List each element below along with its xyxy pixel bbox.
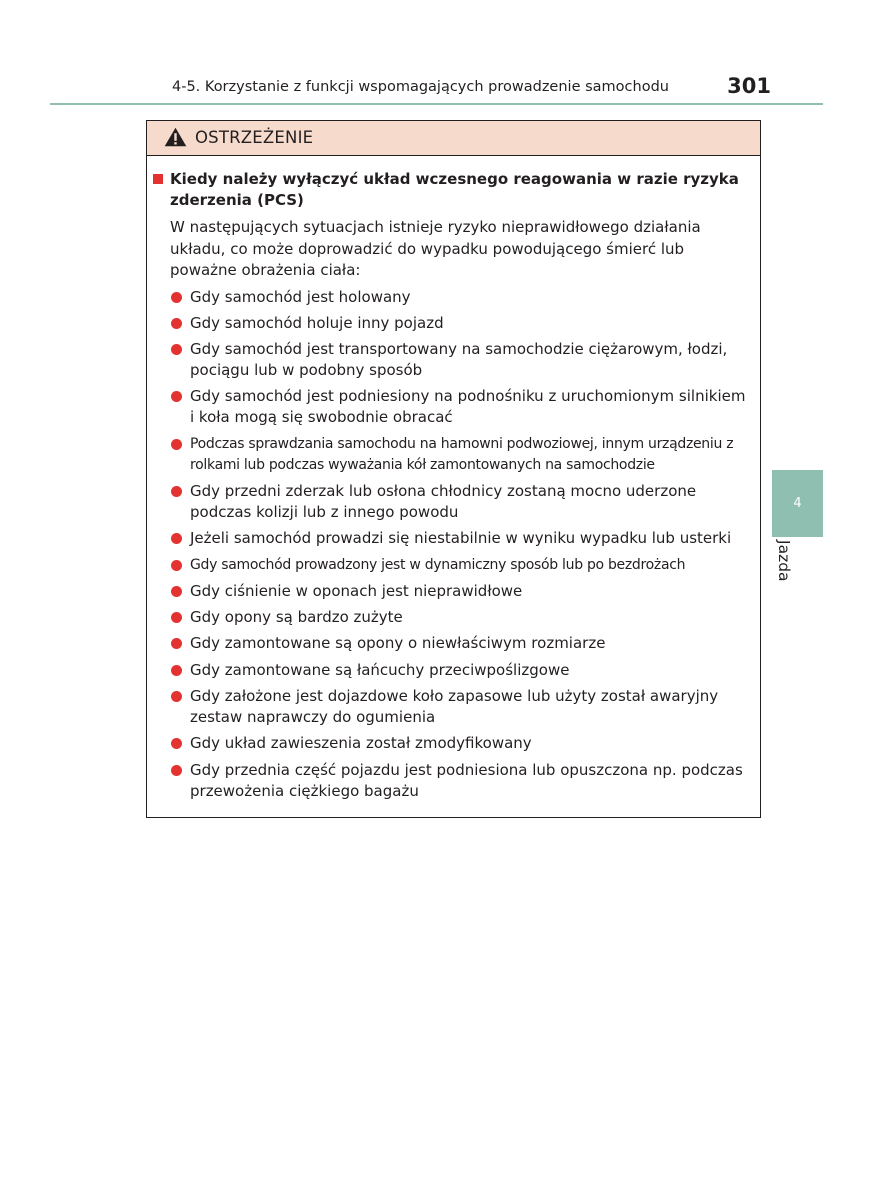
red-bullet-icon: [171, 612, 182, 623]
red-bullet-icon: [171, 765, 182, 776]
chapter-tab-number: 4: [793, 496, 802, 511]
list-item: Jeżeli samochód prowadzi się niestabilnie w wyniku wypadku lub usterki: [169, 528, 749, 549]
warning-title: OSTRZEŻENIE: [195, 128, 314, 147]
list-item: Gdy ciśnienie w oponach jest nieprawidłowe: [169, 581, 749, 602]
chapter-title: 4-5. Korzystanie z funkcji wspomagających prowadzenie samochodu: [172, 79, 669, 95]
red-bullet-icon: [171, 486, 182, 497]
condition-list: [169, 287, 749, 802]
red-bullet-icon: [171, 292, 182, 303]
list-item: Gdy opony są bardzo zużyte: [169, 607, 749, 628]
list-item: Gdy założone jest dojazdowe koło zapasowe lub użyty został awaryjny zestaw naprawczy do ogumienia: [169, 686, 749, 728]
red-bullet-icon: [171, 533, 182, 544]
warning-section: [153, 169, 749, 807]
red-square-icon: [153, 174, 163, 184]
page-number: 301: [727, 74, 771, 98]
list-item: Gdy samochód holuje inny pojazd: [169, 313, 749, 334]
chapter-tab[interactable]: [772, 470, 823, 537]
list-item: Gdy przedni zderzak lub osłona chłodnicy zostaną mocno uderzone podczas kolizji lub z innego powodu: [169, 481, 749, 523]
red-bullet-icon: [171, 665, 182, 676]
intro-paragraph: W następujących sytuacjach istnieje ryzyko nieprawidłowego działania układu, co może doprowadzić do wypadku powodującego śmierć lub poważne obrażenia ciała:: [170, 218, 701, 279]
section-heading: [153, 169, 749, 211]
chapter-tab-label: Jazda: [775, 540, 793, 582]
header-divider: [50, 103, 823, 105]
list-item: Gdy samochód jest transportowany na samochodzie ciężarowym, łodzi, pociągu lub w podobny sposób: [169, 339, 749, 381]
red-bullet-icon: [171, 318, 182, 329]
red-bullet-icon: [171, 560, 182, 571]
red-bullet-icon: [171, 586, 182, 597]
red-bullet-icon: [171, 391, 182, 402]
red-bullet-icon: [171, 691, 182, 702]
list-item: Gdy zamontowane są łańcuchy przeciwpoślizgowe: [169, 660, 749, 681]
red-bullet-icon: [171, 738, 182, 749]
list-item: Gdy zamontowane są opony o niewłaściwym rozmiarze: [169, 633, 749, 654]
red-bullet-icon: [171, 439, 182, 450]
list-item: Gdy samochód jest holowany: [169, 287, 749, 308]
section-heading-text: Kiedy należy wyłączyć układ wczesnego reagowania w razie ryzyka zderzenia (PCS): [170, 170, 739, 209]
warning-triangle-icon: [164, 127, 187, 147]
list-item: Gdy układ zawieszenia został zmodyfikowany: [169, 733, 749, 754]
red-bullet-icon: [171, 638, 182, 649]
list-item: Gdy przednia część pojazdu jest podniesiona lub opuszczona np. podczas przewożenia ciężkiego bagażu: [169, 760, 749, 802]
page-header: [40, 70, 823, 104]
warning-box: [146, 120, 761, 818]
red-bullet-icon: [171, 344, 182, 355]
warning-header: [147, 121, 760, 156]
list-item: Gdy samochód jest podniesiony na podnośniku z uruchomionym silnikiem i koła mogą się swobodnie obracać: [169, 386, 749, 428]
list-item: Gdy samochód prowadzony jest w dynamiczny sposób lub po bezdrożach: [169, 555, 749, 576]
list-item: Podczas sprawdzania samochodu na hamowni podwoziowej, innym urządzeniu z rolkami lub podczas wyważania kół zamontowanych na samochodzie: [169, 434, 749, 476]
